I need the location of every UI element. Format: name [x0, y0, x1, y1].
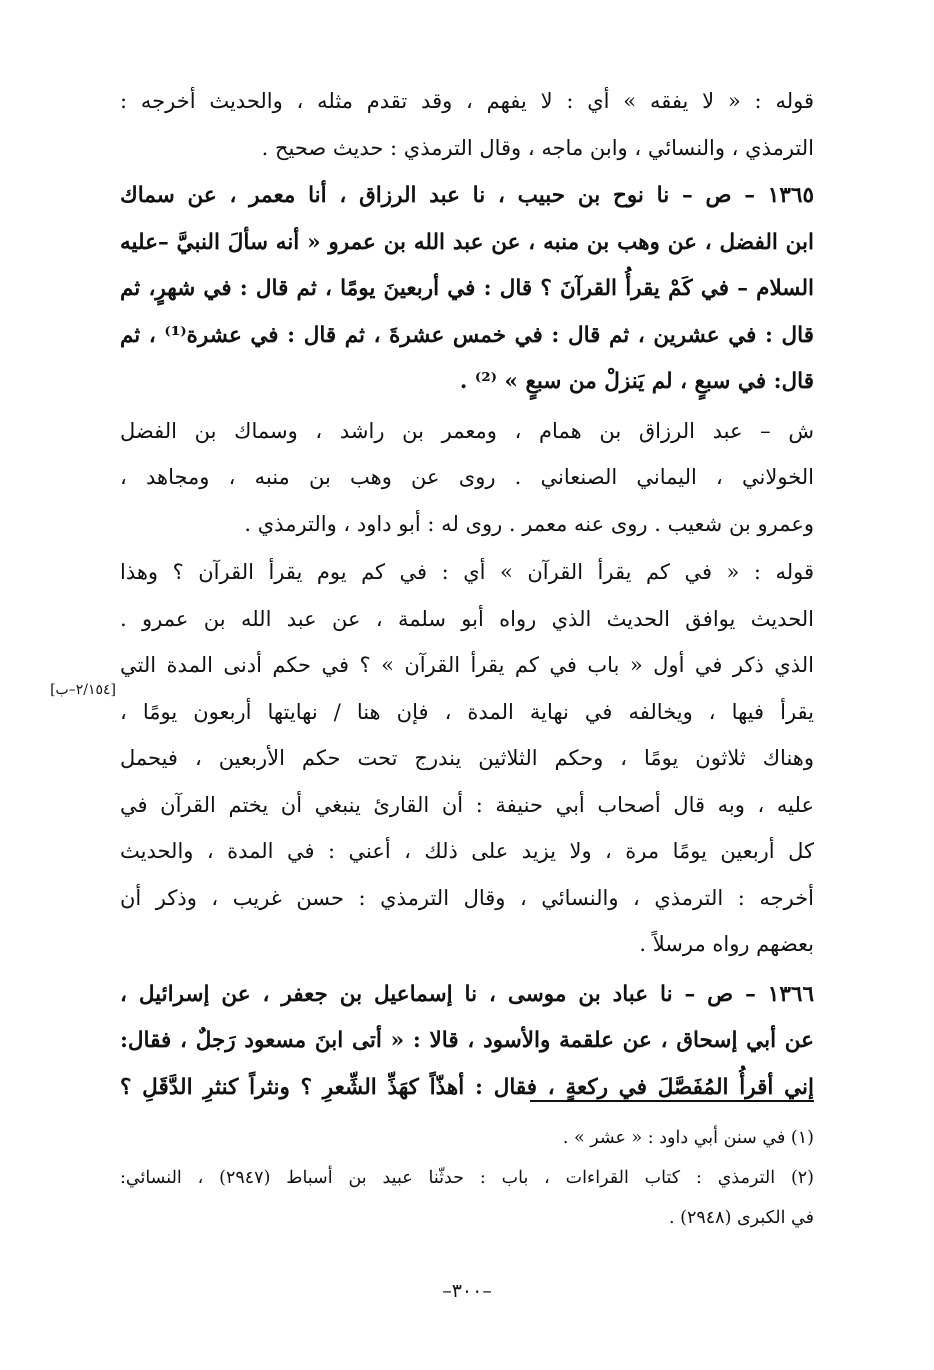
- text-line: الحديث يوافق الحديث الذي رواه أبو سلمة ، عن عبد الله بن عمرو .: [120, 606, 814, 631]
- text-line: ١٣٦٦ – ص – نا عباد بن موسى ، نا إسماعيل بن جعفر ، عن إسرائيل ،: [120, 981, 814, 1007]
- footnote-line: (٢) الترمذي : كتاب القراءات ، باب : حدثّنا عبيد بن أسباط (٢٩٤٧) ، النسائي:: [120, 1168, 814, 1188]
- text-line: إني أقرأُ المُفَصَّلَ في ركعةٍ ، فقال : أهذّاً كهَذِّ الشِّعرِ ؟ ونثراً كنثرِ الدَّقَلِ ؟: [120, 1074, 814, 1100]
- footnote-line: في الكبرى (٢٩٤٨) .: [669, 1208, 814, 1228]
- text-line: الخولاني ، اليماني الصنعاني . روى عن وهب بن منبه ، ومجاهد ،: [120, 465, 814, 489]
- main-text: [120, 78, 814, 1111]
- paragraph-hadith-1366: [120, 972, 814, 1112]
- footnote-1: [120, 1118, 814, 1158]
- paragraph-sharh: [120, 408, 814, 548]
- text-line: ١٣٦٥ – ص – نا نوح بن حبيب ، نا عبد الرزاق ، أنا معمر ، عن سماك: [120, 183, 814, 208]
- paragraph-commentary-2: [120, 549, 814, 968]
- text-line: أخرجه : الترمذي ، والنسائي ، وقال الترمذي : حسن غريب ، وذكر أن: [120, 885, 814, 910]
- footnotes: [120, 1118, 814, 1238]
- text-line: الذي ذكر في أول « باب في كم يقرأ القرآن » ؟ في حكم أدنى المدة التي: [120, 653, 814, 677]
- text-line: قال: في سبعٍ ، لم يَنزلْ من سبعٍ » ⁽²⁾ .: [459, 369, 814, 394]
- text-line: قوله : « لا يفقه » أي : لا يفهم ، وقد تقدم مثله ، والحديث أخرجه :: [120, 89, 814, 113]
- text-line: يقرأ فيها ، ويخالفه في نهاية المدة ، فإن هنا / نهايتها أربعون يومًا ،: [120, 699, 814, 724]
- text-line: عن أبي إسحاق ، عن علقمة والأسود ، قالا : « أتى ابنَ مسعود رَجلٌ ، فقال:: [120, 1028, 814, 1053]
- text-line: وعمرو بن شعيب . روى عنه معمر . روى له : أبو داود ، والترمذي .: [244, 511, 814, 536]
- manuscript-folio-note: [٢/١٥٤–ب]: [50, 682, 116, 698]
- text-line: الترمذي ، والنسائي ، وابن ماجه ، وقال الترمذي : حديث صحيح .: [261, 135, 814, 160]
- footnote-separator: [530, 1100, 814, 1102]
- text-line: كل أربعين يومًا مرة ، ولا يزيد على ذلك ، أعني : في المدة ، والحديث: [120, 839, 814, 863]
- text-line: ابن الفضل ، عن وهب بن منبه ، عن عبد الله بن عمرو « أنه سألَ النبيَّ –عليه: [120, 229, 814, 255]
- footnote-2: [120, 1158, 814, 1238]
- text-line: السلام – في كَمْ يقرأُ القرآنَ ؟ قال : في أربعينَ يومًا ، ثم قال : في شهرٍ، ثم: [120, 276, 814, 301]
- text-line: قال : في عشرين ، ثم قال : في خمس عشرةَ ، ثم قال : في عشرة⁽¹⁾ ، ثم: [120, 322, 814, 348]
- paragraph-hadith-1365: [120, 173, 814, 406]
- paragraph-commentary-1: [120, 78, 814, 171]
- text-line: وهناك ثلاثون يومًا ، وحكم الثلاثين يندرج تحت حكم الأربعين ، فيحمل: [120, 746, 814, 770]
- footnote-line: (١) في سنن أبي داود : « عشر » .: [562, 1128, 814, 1148]
- text-line: قوله : « في كم يقرأ القرآن » أي : في كم يوم يقرأ القرآن ؟ وهذا: [120, 560, 814, 584]
- text-line: عليه ، وبه قال أصحاب أبي حنيفة : أن القارئ ينبغي أن يختم القرآن في: [120, 792, 814, 817]
- text-line: ش – عبد الرزاق بن همام ، ومعمر بن راشد ، وسماك بن الفضل: [120, 418, 814, 443]
- page-number: –٣٠٠–: [442, 1280, 492, 1302]
- text-line: بعضهم رواه مرسلاً .: [639, 932, 814, 956]
